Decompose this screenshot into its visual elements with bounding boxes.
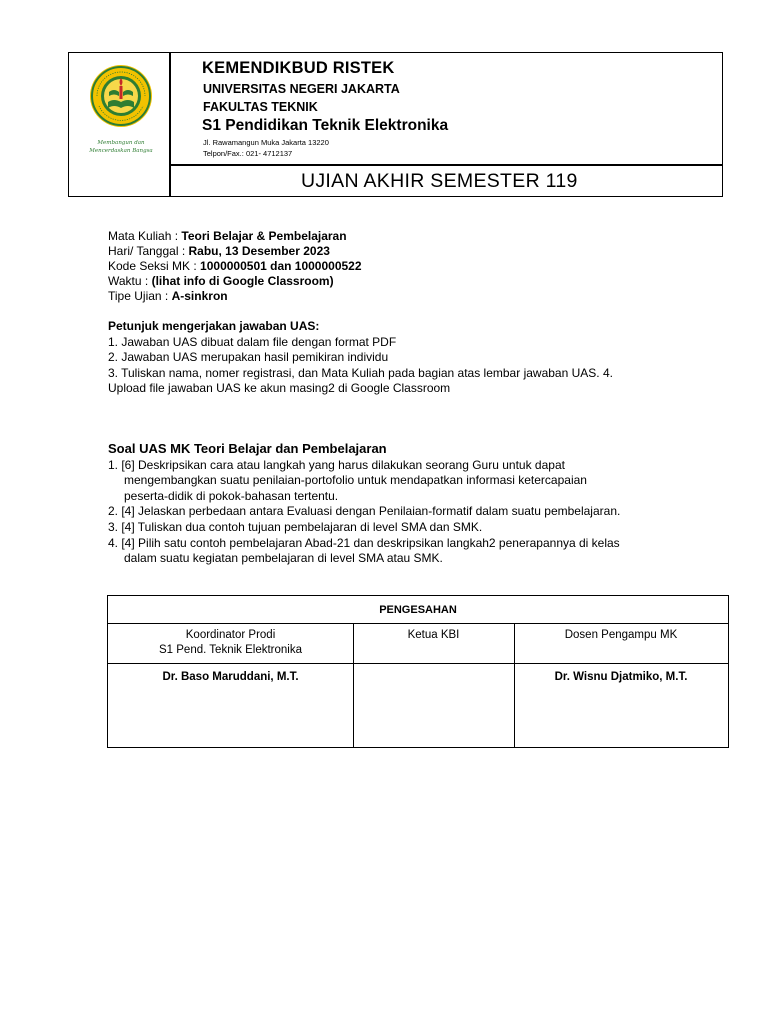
phone: Telpon/Fax.: 021- 4712137 — [203, 149, 293, 158]
date-label: Hari/ Tanggal : — [108, 244, 189, 258]
table-divider — [108, 623, 728, 624]
question-line: 1. [6] Deskripsikan cara atau langkah yang harus dilakukan seorang Guru untuk dapat — [108, 458, 565, 472]
coordinator-role-line2: S1 Pend. Teknik Elektronika — [159, 644, 302, 656]
question-line: 2. [4] Jelaskan perbedaan antara Evaluasi dengan Penilaian-formatif dalam suatu pembelajaran. — [108, 504, 621, 518]
letterhead — [68, 52, 723, 197]
header-divider-horizontal — [169, 164, 722, 166]
questions-title: Soal UAS MK Teori Belajar dan Pembelajaran — [108, 441, 387, 456]
info-date — [108, 244, 330, 259]
question-line: mengembangkan suatu penilaian-portofolio untuk mendapatkan informasi ketercapaian — [124, 473, 587, 487]
logo-motto-line1: Membangun dan — [97, 140, 145, 146]
table-divider — [108, 663, 728, 664]
address: Jl. Rawamangun Muka Jakarta 13220 — [203, 138, 329, 147]
time-label: Waktu : — [108, 274, 152, 288]
question-line: peserta-didik di pokok-bahasan tertentu. — [124, 489, 339, 503]
section-value: 1000000501 dan 1000000522 — [200, 259, 362, 273]
instruction-item: 3. Tuliskan nama, nomer registrasi, dan Mata Kuliah pada bagian atas lembar jawaban UAS. 4. — [108, 366, 613, 380]
university-name: UNIVERSITAS NEGERI JAKARTA — [203, 82, 400, 96]
instruction-item: 2. Jawaban UAS merupakan hasil pemikiran individu — [108, 350, 389, 364]
approval-table — [107, 595, 729, 748]
type-label: Tipe Ujian : — [108, 289, 172, 303]
coordinator-role-line1: Koordinator Prodi — [185, 629, 276, 641]
lecturer-name: Dr. Wisnu Djatmiko, M.T. — [554, 671, 688, 683]
logo-motto-line2: Mencerdaskan Bangsa — [89, 148, 153, 154]
ministry-name: KEMENDIKBUD RISTEK — [202, 59, 395, 77]
university-logo — [83, 62, 159, 162]
faculty-name: FAKULTAS TEKNIK — [203, 100, 318, 114]
program-name: S1 Pendidikan Teknik Elektronika — [202, 117, 449, 134]
section-label: Kode Seksi MK : — [108, 259, 201, 273]
course-label: Mata Kuliah : — [108, 229, 182, 243]
course-value: Teori Belajar & Pembelajaran — [181, 229, 347, 243]
time-value: (lihat info di Google Classroom) — [151, 274, 334, 288]
coordinator-role — [108, 628, 353, 658]
header-divider-vertical — [169, 53, 171, 196]
exam-title: UJIAN AKHIR SEMESTER 119 — [301, 170, 578, 192]
info-section — [108, 259, 362, 274]
info-time — [108, 274, 334, 289]
coordinator-name: Dr. Baso Maruddani, M.T. — [162, 671, 299, 683]
instruction-item: Upload file jawaban UAS ke akun masing2 di Google Classroom — [108, 381, 451, 395]
lecturer-role: Dosen Pengampu MK — [564, 629, 678, 641]
instruction-item: 1. Jawaban UAS dibuat dalam file dengan format PDF — [108, 335, 397, 349]
question-line: 4. [4] Pilih satu contoh pembelajaran Abad-21 dan deskripsikan langkah2 penerapannya di kelas — [108, 536, 620, 550]
approval-title: PENGESAHAN — [379, 604, 457, 616]
info-course — [108, 229, 347, 244]
instructions-title: Petunjuk mengerjakan jawaban UAS: — [108, 319, 320, 333]
type-value: A-sinkron — [171, 289, 228, 303]
date-value: Rabu, 13 Desember 2023 — [188, 244, 330, 258]
kbi-head-role: Ketua KBI — [407, 629, 460, 641]
question-line: 3. [4] Tuliskan dua contoh tujuan pembelajaran di level SMA dan SMK. — [108, 520, 483, 534]
question-line: dalam suatu kegiatan pembelajaran di level SMA atau SMK. — [124, 551, 443, 565]
info-type — [108, 289, 228, 304]
